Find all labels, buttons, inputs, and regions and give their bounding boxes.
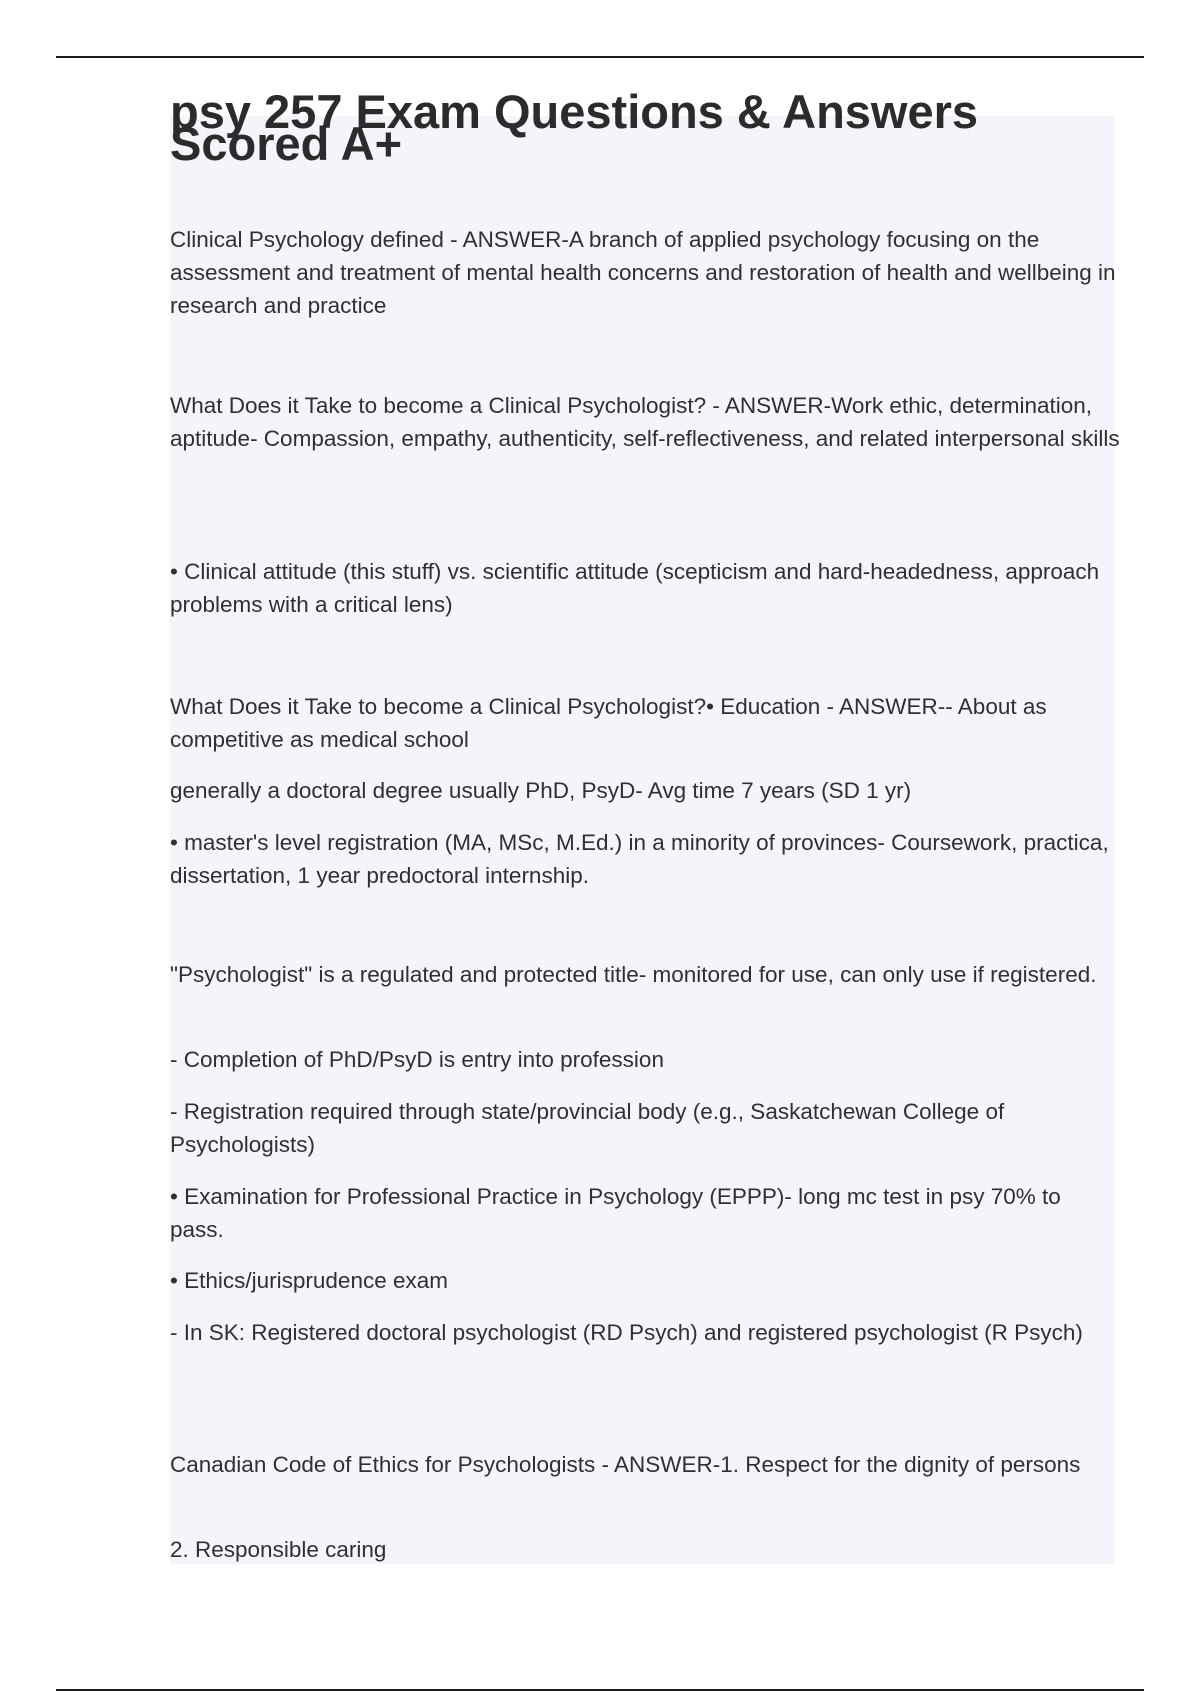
paragraph-protected-title: "Psychologist" is a regulated and protected title- monitored for use, can only use if registered. xyxy=(170,962,1097,987)
paragraph-masters-registration: • master's level registration (MA, MSc, M.Ed.) in a minority of provinces- Coursework, practica, dissertation, 1 year predoctoral internship. xyxy=(170,830,1109,888)
bottom-rule xyxy=(56,1689,1144,1691)
paragraph-eppp: • Examination for Professional Practice in Psychology (EPPP)- long mc test in psy 70% to pass. xyxy=(170,1184,1061,1242)
paragraph-doctoral-degree: generally a doctoral degree usually PhD, PsyD- Avg time 7 years (SD 1 yr) xyxy=(170,778,912,803)
paragraph-education: What Does it Take to become a Clinical Psychologist?• Education - ANSWER-- About as competitive as medical school xyxy=(170,694,1047,752)
paragraph-ethics-exam: • Ethics/jurisprudence exam xyxy=(170,1268,448,1293)
paragraph-completion-phd: - Completion of PhD/PsyD is entry into profession xyxy=(170,1047,664,1072)
paragraph-what-does-it-take: What Does it Take to become a Clinical Psychologist? - ANSWER-Work ethic, determination, aptitude- Compassion, empathy, authenticity, self-reflectiveness, and related interpersonal skills xyxy=(170,393,1120,451)
document-title: psy 257 Exam Questions & Answers Scored A+ xyxy=(170,85,979,170)
paragraph-in-sk: - In SK: Registered doctoral psychologist (RD Psych) and registered psychologist (R Psych) xyxy=(170,1320,1083,1345)
paragraph-clinical-psychology-defined: Clinical Psychology defined - ANSWER-A branch of applied psychology focusing on the assessment and treatment of mental health concerns and restoration of health and wellbeing in research and practice xyxy=(170,227,1116,318)
paragraph-registration-required: - Registration required through state/provincial body (e.g., Saskatchewan College of Psychologists) xyxy=(170,1099,1005,1157)
paragraph-code-of-ethics: Canadian Code of Ethics for Psychologists - ANSWER-1. Respect for the dignity of persons xyxy=(170,1452,1081,1477)
paragraph-responsible-caring: 2. Responsible caring xyxy=(170,1537,387,1562)
top-rule xyxy=(56,56,1144,58)
paragraph-clinical-attitude: • Clinical attitude (this stuff) vs. scientific attitude (scepticism and hard-headedness, approach problems with a critical lens) xyxy=(170,559,1100,617)
